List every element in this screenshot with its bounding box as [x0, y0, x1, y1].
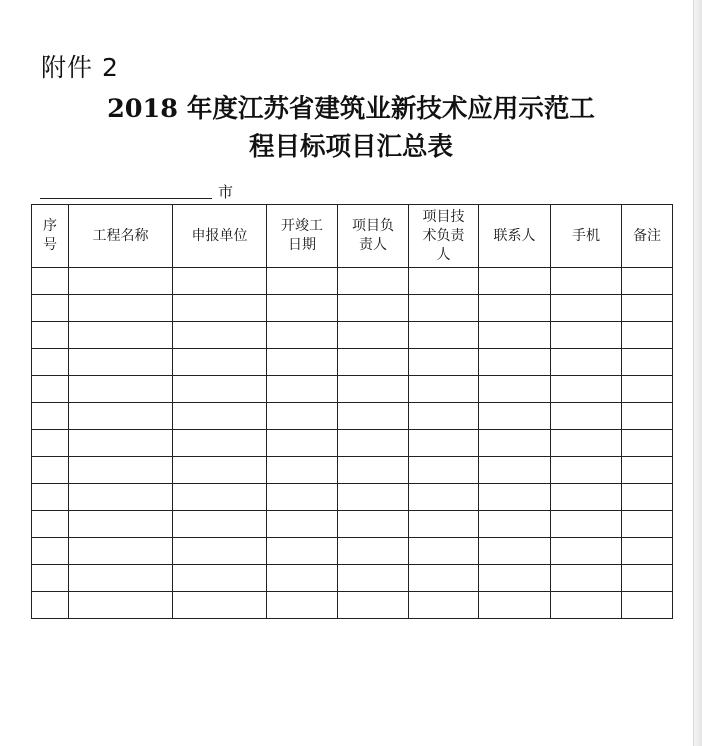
table-cell[interactable]	[622, 349, 673, 376]
table-cell[interactable]	[32, 322, 69, 349]
table-cell[interactable]	[551, 403, 622, 430]
table-cell[interactable]	[551, 268, 622, 295]
table-cell[interactable]	[338, 484, 409, 511]
table-cell[interactable]	[479, 430, 551, 457]
table-cell[interactable]	[479, 403, 551, 430]
document-title	[0, 90, 702, 166]
table-cell[interactable]	[69, 430, 173, 457]
table-cell[interactable]	[69, 592, 173, 619]
table-cell[interactable]	[551, 430, 622, 457]
table-cell[interactable]	[69, 484, 173, 511]
table-row	[32, 484, 673, 511]
city-field	[40, 181, 233, 202]
table-cell[interactable]	[69, 349, 173, 376]
table-cell[interactable]	[338, 511, 409, 538]
city-blank-line	[40, 198, 212, 199]
table-cell[interactable]	[338, 376, 409, 403]
table-body	[32, 268, 673, 619]
table-cell[interactable]	[173, 511, 267, 538]
table-cell[interactable]	[173, 484, 267, 511]
table-cell[interactable]	[69, 565, 173, 592]
table-cell[interactable]	[173, 565, 267, 592]
table-row	[32, 457, 673, 484]
table-cell[interactable]	[32, 403, 69, 430]
table-row	[32, 565, 673, 592]
city-suffix: 市	[218, 183, 234, 201]
table-cell[interactable]	[622, 403, 673, 430]
table-cell[interactable]	[622, 592, 673, 619]
table-cell[interactable]	[622, 322, 673, 349]
table-cell[interactable]	[622, 484, 673, 511]
table-cell[interactable]	[479, 349, 551, 376]
table-cell[interactable]	[409, 511, 479, 538]
table-cell[interactable]	[622, 268, 673, 295]
table-cell[interactable]	[267, 457, 338, 484]
table-cell[interactable]	[551, 511, 622, 538]
table-cell[interactable]	[338, 592, 409, 619]
table-cell[interactable]	[409, 484, 479, 511]
table-cell[interactable]	[622, 376, 673, 403]
header-technical-manager: 项目技 术负责 人	[409, 205, 479, 268]
table-row	[32, 430, 673, 457]
table-cell[interactable]	[551, 349, 622, 376]
table-cell[interactable]	[409, 403, 479, 430]
table-cell[interactable]	[622, 538, 673, 565]
table-cell[interactable]	[479, 295, 551, 322]
table-cell[interactable]	[409, 268, 479, 295]
table-cell[interactable]	[267, 322, 338, 349]
summary-table	[31, 204, 673, 619]
table-cell[interactable]	[551, 295, 622, 322]
table-cell[interactable]	[173, 295, 267, 322]
table-cell[interactable]	[479, 322, 551, 349]
table-row	[32, 295, 673, 322]
table-cell[interactable]	[479, 565, 551, 592]
table-cell[interactable]	[267, 511, 338, 538]
header-mobile: 手机	[551, 205, 622, 268]
table-cell[interactable]	[551, 376, 622, 403]
table-cell[interactable]	[338, 295, 409, 322]
header-row	[32, 205, 673, 268]
header-project-manager: 项目负 责人	[338, 205, 409, 268]
table-cell[interactable]	[338, 430, 409, 457]
table-cell[interactable]	[551, 484, 622, 511]
table-cell[interactable]	[338, 538, 409, 565]
table-cell[interactable]	[338, 457, 409, 484]
table-cell[interactable]	[69, 403, 173, 430]
table-cell[interactable]	[69, 376, 173, 403]
table-cell[interactable]	[32, 268, 69, 295]
table-cell[interactable]	[69, 295, 173, 322]
table-cell[interactable]	[409, 295, 479, 322]
table-cell[interactable]	[551, 538, 622, 565]
table-cell[interactable]	[409, 322, 479, 349]
table-cell[interactable]	[32, 430, 69, 457]
table-cell[interactable]	[479, 376, 551, 403]
header-seq: 序 号	[32, 205, 69, 268]
table-cell[interactable]	[479, 268, 551, 295]
table-cell[interactable]	[409, 592, 479, 619]
table-row	[32, 592, 673, 619]
table-cell[interactable]	[173, 430, 267, 457]
table-cell[interactable]	[338, 322, 409, 349]
table-row	[32, 322, 673, 349]
header-project-name: 工程名称	[69, 205, 173, 268]
table-cell[interactable]	[267, 430, 338, 457]
table-cell[interactable]	[267, 376, 338, 403]
table-cell[interactable]	[479, 511, 551, 538]
header-remarks: 备注	[622, 205, 673, 268]
table-cell[interactable]	[622, 430, 673, 457]
table-row	[32, 349, 673, 376]
table-cell[interactable]	[479, 484, 551, 511]
table-cell[interactable]	[173, 349, 267, 376]
table-cell[interactable]	[69, 268, 173, 295]
table-cell[interactable]	[32, 349, 69, 376]
table-cell[interactable]	[173, 322, 267, 349]
table-cell[interactable]	[69, 538, 173, 565]
table-cell[interactable]	[551, 592, 622, 619]
table-cell[interactable]	[32, 511, 69, 538]
table-cell[interactable]	[32, 295, 69, 322]
table-cell[interactable]	[173, 592, 267, 619]
header-start-end-date: 开竣工 日期	[267, 205, 338, 268]
table-cell[interactable]	[69, 511, 173, 538]
table-cell[interactable]	[32, 484, 69, 511]
table-cell[interactable]	[622, 511, 673, 538]
table-cell[interactable]	[173, 376, 267, 403]
table-cell[interactable]	[267, 295, 338, 322]
table-cell[interactable]	[32, 592, 69, 619]
table-cell[interactable]	[173, 457, 267, 484]
table-cell[interactable]	[338, 349, 409, 376]
header-applicant-unit: 申报单位	[173, 205, 267, 268]
table-cell[interactable]	[173, 403, 267, 430]
table-cell[interactable]	[409, 457, 479, 484]
table-cell[interactable]	[409, 349, 479, 376]
table-cell[interactable]	[32, 538, 69, 565]
table-cell[interactable]	[32, 376, 69, 403]
table-row	[32, 376, 673, 403]
table-cell[interactable]	[551, 565, 622, 592]
table-cell[interactable]	[173, 538, 267, 565]
table-cell[interactable]	[338, 268, 409, 295]
table-cell[interactable]	[267, 538, 338, 565]
title-line-1: 2018 年度江苏省建筑业新技术应用示范工	[107, 94, 595, 124]
table-cell[interactable]	[267, 268, 338, 295]
table-cell[interactable]	[622, 457, 673, 484]
table-cell[interactable]	[32, 457, 69, 484]
table-cell[interactable]	[267, 565, 338, 592]
table-cell[interactable]	[267, 484, 338, 511]
table-cell[interactable]	[622, 295, 673, 322]
table-cell[interactable]	[173, 268, 267, 295]
table-cell[interactable]	[409, 565, 479, 592]
table-cell[interactable]	[551, 457, 622, 484]
table-row	[32, 403, 673, 430]
table-cell[interactable]	[69, 457, 173, 484]
table-cell[interactable]	[338, 565, 409, 592]
table-row	[32, 268, 673, 295]
table-cell[interactable]	[267, 349, 338, 376]
table-cell[interactable]	[32, 565, 69, 592]
table-cell[interactable]	[409, 538, 479, 565]
table-cell[interactable]	[479, 538, 551, 565]
table-cell[interactable]	[267, 403, 338, 430]
table-cell[interactable]	[479, 457, 551, 484]
table-cell[interactable]	[551, 322, 622, 349]
title-line-2: 程目标项目汇总表	[248, 132, 453, 162]
table-cell[interactable]	[479, 592, 551, 619]
table-cell[interactable]	[69, 322, 173, 349]
table-cell[interactable]	[622, 565, 673, 592]
table-cell[interactable]	[409, 376, 479, 403]
attachment-label: 附件 2	[41, 53, 119, 82]
table-row	[32, 511, 673, 538]
table-row	[32, 538, 673, 565]
table-cell[interactable]	[267, 592, 338, 619]
header-contact: 联系人	[479, 205, 551, 268]
table-cell[interactable]	[409, 430, 479, 457]
table-cell[interactable]	[338, 403, 409, 430]
